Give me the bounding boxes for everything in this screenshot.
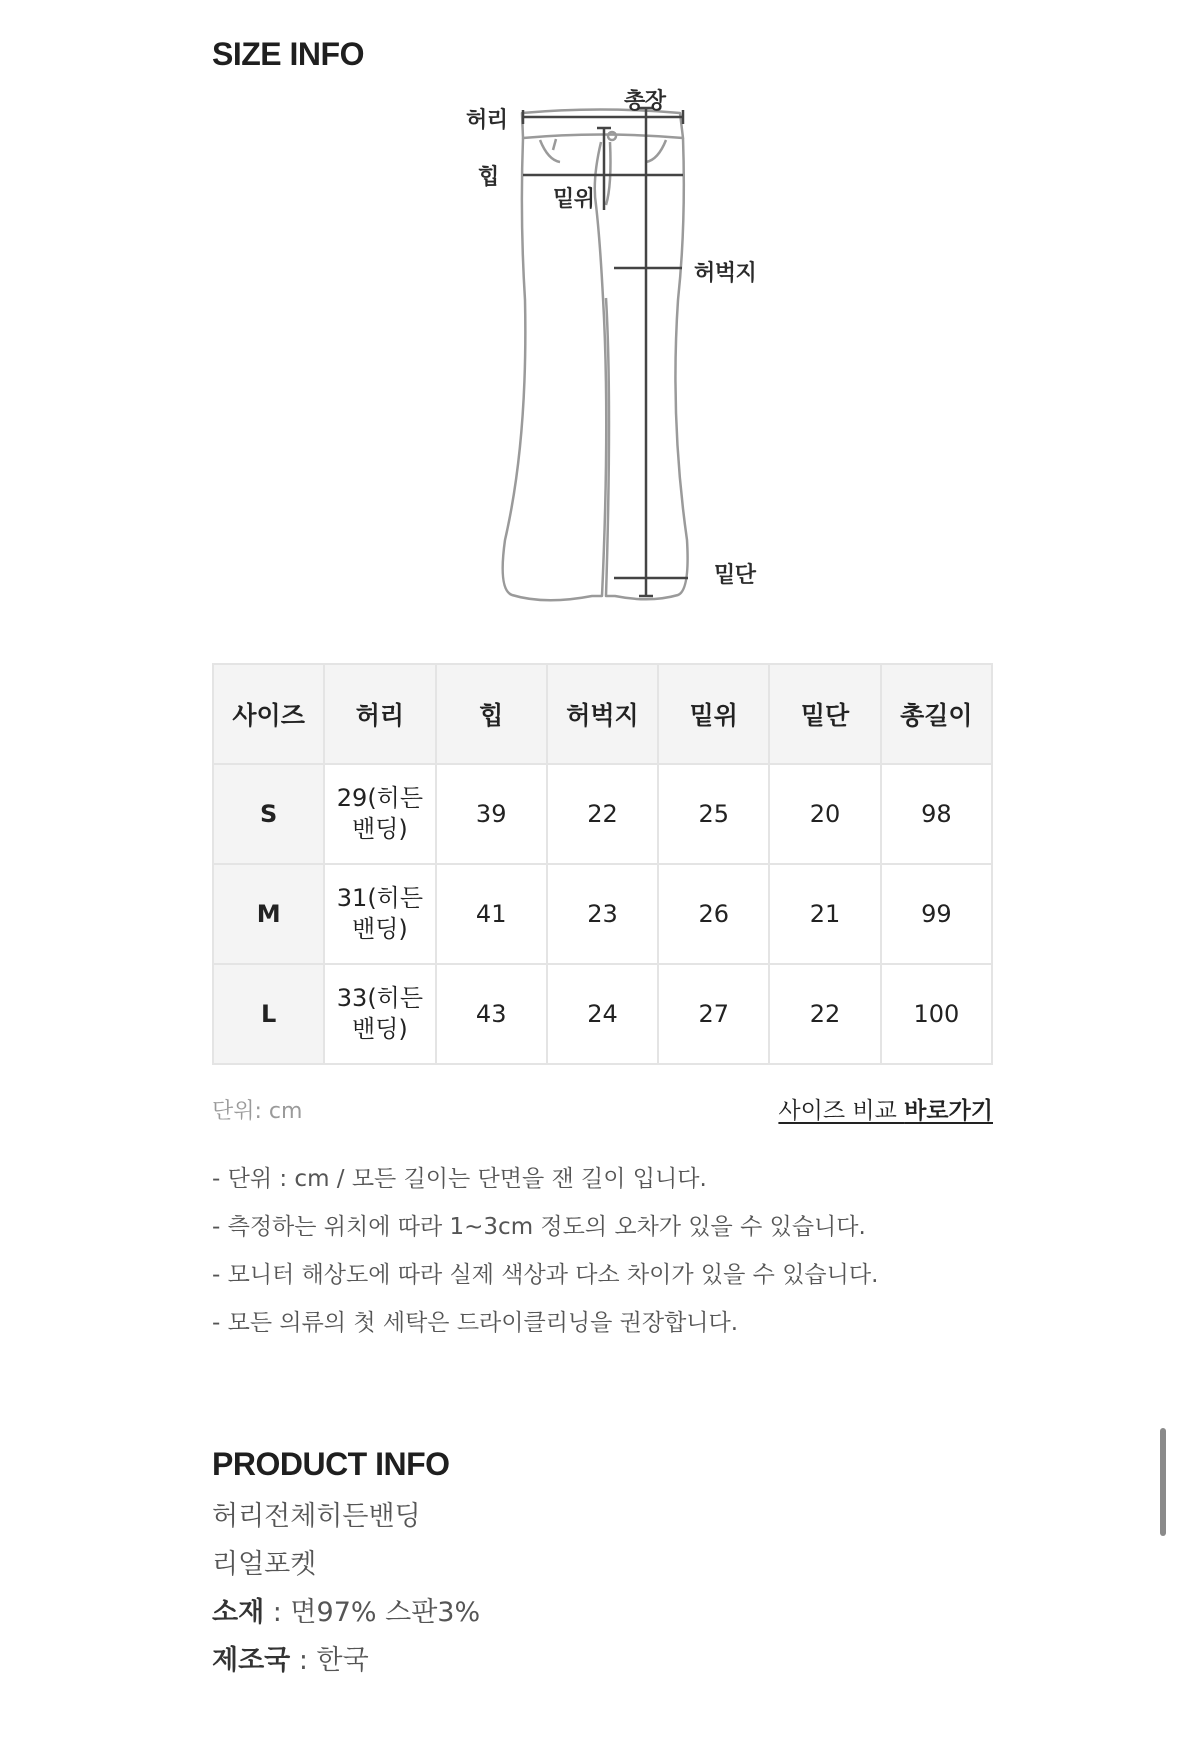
pants-size-diagram: [0, 0, 1179, 640]
thigh-cell: 24: [547, 964, 658, 1064]
length-cell: 100: [881, 964, 992, 1064]
origin-value: : 한국: [290, 1645, 369, 1676]
size-table: [212, 663, 993, 1065]
length-cell: 98: [881, 764, 992, 864]
table-header-row: [213, 664, 992, 764]
thigh-cell: 22: [547, 764, 658, 864]
waist-cell: 31(히든밴딩): [324, 864, 435, 964]
diagram-label-rise: 밑위: [553, 187, 595, 212]
note-item: - 모니터 해상도에 따라 실제 색상과 다소 차이가 있을 수 있습니다.: [212, 1262, 879, 1288]
table-row: [213, 864, 992, 964]
thigh-cell: 23: [547, 864, 658, 964]
size-compare-strong: 바로가기: [904, 1098, 993, 1124]
header-hip: 힙: [436, 664, 547, 764]
note-item: - 단위 : cm / 모든 길이는 단면을 잰 길이 입니다.: [212, 1166, 707, 1192]
diagram-label-waist: 허리: [466, 108, 508, 133]
rise-cell: 25: [658, 764, 769, 864]
hem-cell: 20: [769, 764, 880, 864]
diagram-label-hip: 힙: [478, 165, 499, 190]
hip-cell: 43: [436, 964, 547, 1064]
material-value: : 면97% 스판3%: [264, 1597, 481, 1628]
note-item: - 측정하는 위치에 따라 1~3cm 정도의 오차가 있을 수 있습니다.: [212, 1214, 866, 1240]
waist-cell: 29(히든밴딩): [324, 764, 435, 864]
header-length: 총길이: [881, 664, 992, 764]
size-cell: L: [213, 964, 324, 1064]
table-row: [213, 764, 992, 864]
hip-cell: 39: [436, 764, 547, 864]
header-thigh: 허벅지: [547, 664, 658, 764]
header-hem: 밑단: [769, 664, 880, 764]
origin-label: 제조국: [212, 1645, 291, 1676]
header-size: 사이즈: [213, 664, 324, 764]
size-notes-list: [212, 1164, 878, 1356]
product-info-title: PRODUCT INFO: [212, 1446, 450, 1482]
material-label: 소재: [212, 1597, 265, 1628]
table-row: [213, 964, 992, 1064]
size-info-title: SIZE INFO: [212, 36, 364, 72]
length-cell: 99: [881, 864, 992, 964]
size-cell: S: [213, 764, 324, 864]
size-compare-prefix: 사이즈 비교: [778, 1098, 905, 1124]
pants-illustration: [0, 0, 1179, 640]
product-origin: [212, 1644, 480, 1692]
product-info-list: [212, 1500, 480, 1692]
hip-cell: 41: [436, 864, 547, 964]
diagram-label-thigh: 허벅지: [694, 261, 757, 286]
hem-cell: 22: [769, 964, 880, 1064]
product-material: [212, 1596, 480, 1644]
waist-cell: 33(히든밴딩): [324, 964, 435, 1064]
product-feature-banding: 허리전체히든밴딩: [212, 1501, 421, 1532]
note-item: - 모든 의류의 첫 세탁은 드라이클리닝을 권장합니다.: [212, 1310, 739, 1336]
diagram-label-total-length: 총장: [624, 89, 666, 114]
size-cell: M: [213, 864, 324, 964]
header-waist: 허리: [324, 664, 435, 764]
product-feature-pocket: 리얼포켓: [212, 1549, 317, 1580]
hem-cell: 21: [769, 864, 880, 964]
header-rise: 밑위: [658, 664, 769, 764]
scrollbar-thumb[interactable]: [1160, 1428, 1166, 1536]
size-compare-link[interactable]: [778, 1092, 993, 1125]
unit-note: 단위: cm: [212, 1099, 303, 1124]
rise-cell: 27: [658, 964, 769, 1064]
rise-cell: 26: [658, 864, 769, 964]
diagram-label-hem: 밑단: [714, 563, 756, 588]
